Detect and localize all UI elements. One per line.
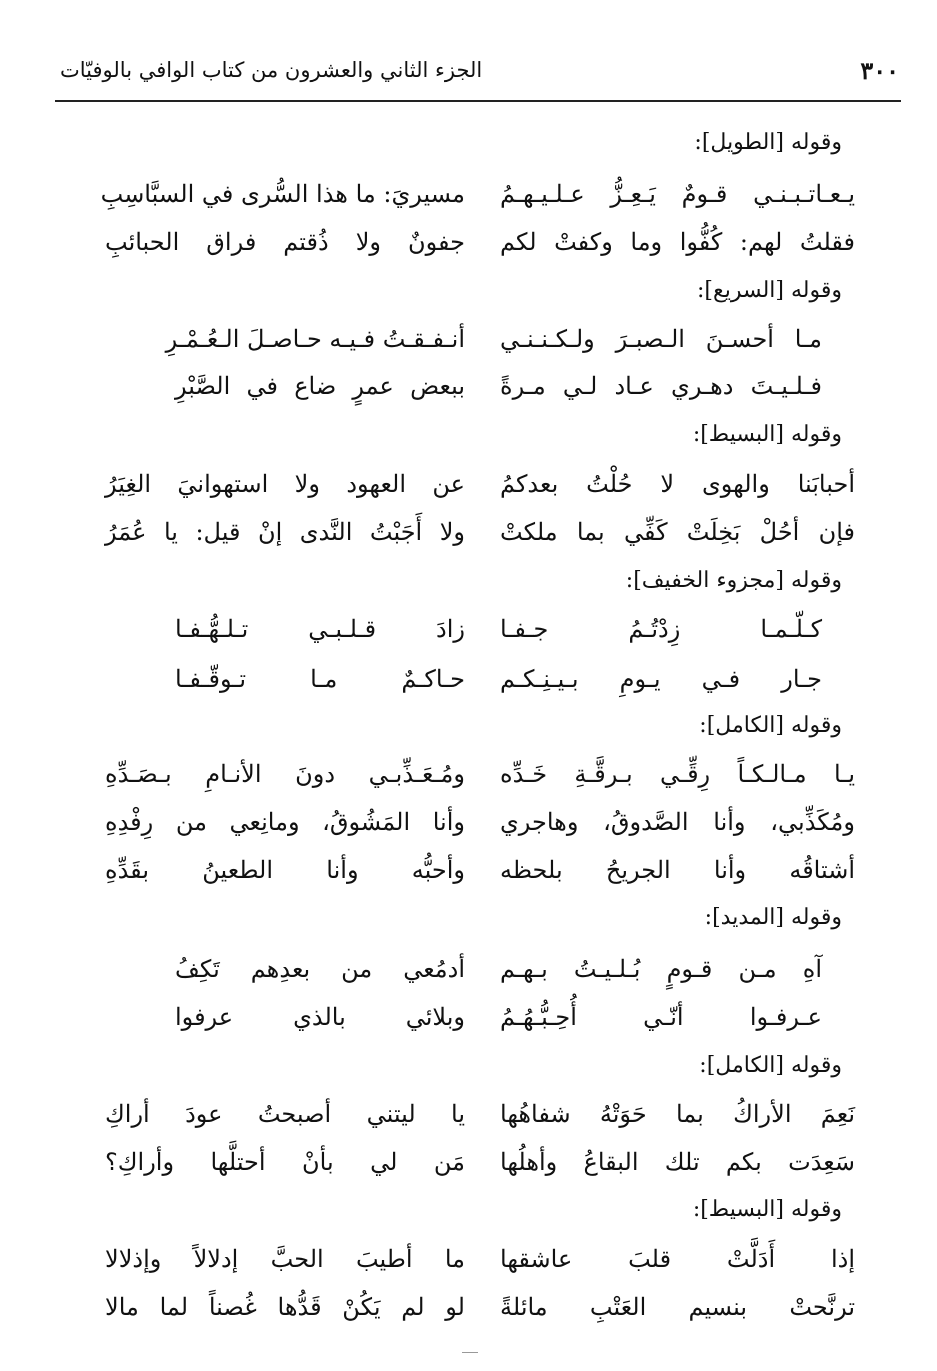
verse-first-hemistich: يـعـاتـبـنـي قـومٌ يَـعِـزُّ عـلـيـهـمُ xyxy=(500,180,855,208)
verse-second-hemistich: وأنا المَشُوقُ، ومانِعي من رِفْدِهِ xyxy=(105,808,465,836)
poem-intro: وقوله [الكامل]: xyxy=(699,1053,842,1078)
poem-intro: وقوله [البسيط]: xyxy=(692,422,842,447)
verse-second-hemistich: حـاكـمٌ مـا تـوقّـفـا xyxy=(175,665,465,693)
footer-mark xyxy=(462,1352,478,1353)
verse-first-hemistich: جـار فـي يـومِ بـيـنِـكـم xyxy=(500,665,822,693)
poem-intro: وقوله [السريع]: xyxy=(697,278,842,303)
header-divider xyxy=(55,100,901,102)
verse-second-hemistich: يا ليتني أصبحتُ عودَ أراكِ xyxy=(105,1100,465,1128)
verse-second-hemistich: لو لم يَكُنْ قَدُّها غُصناً لما مالا xyxy=(105,1293,465,1321)
verse-first-hemistich: كـلّـمـا زِدْتُـمُ جـفـا xyxy=(500,615,822,643)
verse-second-hemistich: ما أطيبَ الحبَّ إدلالاً وإذلالا xyxy=(105,1245,465,1273)
verse-first-hemistich: يـا مـالـكـاً رِقِّـي بـرقَّـةِ خَـدِّه xyxy=(500,760,855,788)
poem-intro: وقوله [البسيط]: xyxy=(692,1197,842,1222)
verse-first-hemistich: إذا أَدَلَّتْ قلبَ عاشقها xyxy=(500,1245,855,1273)
verse-first-hemistich: مـا أحسـنَ الـصبـرَ ولـكـنـنـي xyxy=(500,325,822,353)
page-number: ٣٠٠ xyxy=(860,56,899,85)
verse-first-hemistich: أحبابَنا والهوى لا حُلْتُ بعدكمُ xyxy=(500,470,855,498)
verse-second-hemistich: ولا أَجَبْتُ النَّدى إنْ قيل: يا عُمَرُ xyxy=(105,518,465,546)
verse-first-hemistich: آهِ مـن قـومٍ بُـلـيـتُ بـهـم xyxy=(500,955,822,983)
verse-first-hemistich: عـرفـوا أنّـي أُحِـبُّـهُـمُ xyxy=(500,1003,822,1031)
verse-second-hemistich: ببعض عمرٍ ضاع في الصَّبْرِ xyxy=(175,372,465,400)
verse-first-hemistich: فـلـيـتَ دهـري عـاد لـي مـرةً xyxy=(500,372,822,400)
verse-first-hemistich: أشتاقُه وأنا الجريحُ بلحظه xyxy=(500,856,855,884)
verse-first-hemistich: فإن أحُلْ بَخِلَتْ كَفِّي بما ملكتْ xyxy=(500,518,855,546)
poem-intro: وقوله [الكامل]: xyxy=(699,713,842,738)
verse-second-hemistich: أدمُعي من بعدِهم تَكِفُ xyxy=(175,955,465,983)
verse-first-hemistich: نَعِمَ الأراكُ بما حَوَتْهُ شفاهُها xyxy=(500,1100,855,1128)
poem-intro: وقوله [الطويل]: xyxy=(694,130,842,155)
verse-second-hemistich: ومُـعَـذِّبـي دونَ الأنـامِ بـصَـدِّهِ xyxy=(105,760,465,788)
poem-intro: وقوله [مجزوء الخفيف]: xyxy=(625,568,842,593)
verse-second-hemistich: وأحبُّه وأنا الطعينُ بقَدِّهِ xyxy=(105,856,465,884)
poem-intro: وقوله [المديد]: xyxy=(704,905,842,930)
verse-second-hemistich: عن العهود ولا استهوانيَ الغِيَرُ xyxy=(105,470,465,498)
verse-first-hemistich: سَعِدَت بكم تلك البقاعُ وأهلُها xyxy=(500,1148,855,1176)
verse-second-hemistich: جفونٌ ولا ذُقتم فراق الحبائبِ xyxy=(105,228,465,256)
verse-second-hemistich: أنـفـقـتُ فـيـه حـاصـلَ الـعُـمْـرِ xyxy=(165,325,465,353)
verse-second-hemistich: مسيريَ: ما هذا السُّرى في السبَّاسِبِ xyxy=(100,180,465,208)
verse-second-hemistich: مَن لي بأنْ أحتلَّها وأراكِ؟ xyxy=(105,1148,465,1176)
running-title: الجزء الثاني والعشرون من كتاب الوافي بالوفيّات xyxy=(60,58,483,82)
verse-second-hemistich: زادَ قـلـبـي تـلـهُّـفـا xyxy=(175,615,465,643)
verse-second-hemistich: وبلائي بالذي عرفوا xyxy=(175,1003,465,1031)
verse-first-hemistich: ترنَّحتْ بنسيم العَتْبِ مائلةً xyxy=(500,1293,855,1321)
page-header xyxy=(60,56,899,96)
verse-first-hemistich: فقلتُ لهم: كُفُّوا وما وكفتْ لكم xyxy=(500,228,855,256)
verse-first-hemistich: ومُكَذِّبي، وأنا الصَّدوقُ، وهاجري xyxy=(500,808,855,836)
